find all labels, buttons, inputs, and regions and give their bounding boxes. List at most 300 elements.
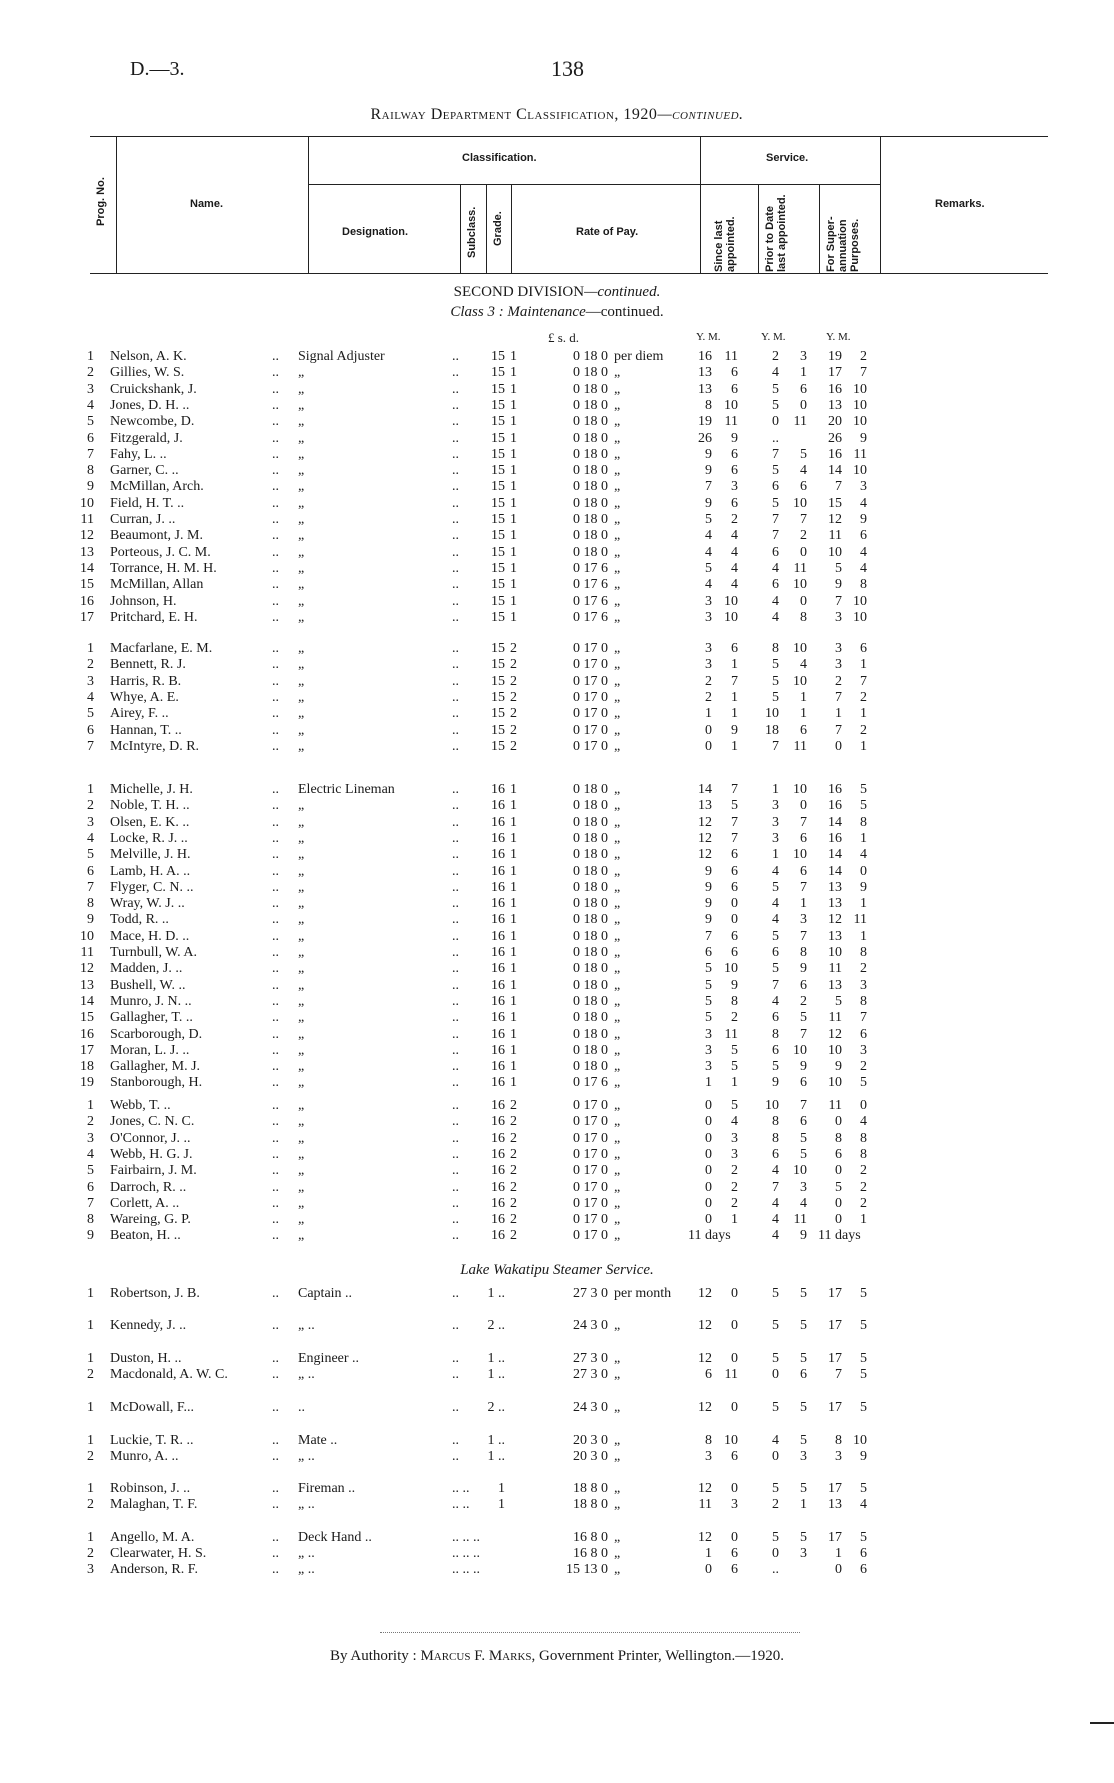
- cell-sub: 16: [491, 847, 505, 862]
- cell-per: „: [614, 1530, 621, 1545]
- cell-gr: 1: [510, 994, 517, 1009]
- cell-d1: ..: [272, 1027, 279, 1042]
- cell-no: 15: [80, 577, 94, 592]
- cell-fm: 3: [860, 1043, 867, 1058]
- cell-sy: 5: [705, 1010, 712, 1025]
- cell-py: 0: [772, 1367, 779, 1382]
- cell-des: „: [298, 1114, 305, 1129]
- cell-fy: 1: [835, 706, 842, 721]
- cell-no: 9: [87, 479, 94, 494]
- cell-no: 3: [87, 382, 94, 397]
- cell-des: „: [298, 945, 305, 960]
- cell-py: 10: [765, 1098, 779, 1113]
- cell-no: 13: [80, 545, 94, 560]
- cell-des: „: [298, 674, 305, 689]
- cell-per: „: [614, 414, 621, 429]
- cell-d2: ..: [452, 929, 459, 944]
- cell-des: „: [298, 1010, 305, 1025]
- cell-py: 8: [772, 1131, 779, 1146]
- cell-sub: 15: [491, 706, 505, 721]
- cell-no: 17: [80, 610, 94, 625]
- cell-pay: 0 17 0: [573, 657, 608, 672]
- cell-name: Malaghan, T. F.: [110, 1497, 198, 1512]
- cell-pm: 6: [800, 864, 807, 879]
- cell-pay: 18 8 0: [573, 1481, 608, 1496]
- cell-gr: 1: [510, 1059, 517, 1074]
- cell-py: 6: [772, 945, 779, 960]
- cell-no: 18: [80, 1059, 94, 1074]
- cell-des: „ ..: [298, 1449, 315, 1464]
- cell-d1: ..: [272, 896, 279, 911]
- cell-sub: 16: [491, 961, 505, 976]
- cell-d1: ..: [272, 641, 279, 656]
- cell-d2: ..: [452, 349, 459, 364]
- cell-sm: 7: [731, 815, 738, 830]
- cell-sub: 15: [491, 674, 505, 689]
- cell-per: „: [614, 1212, 621, 1227]
- cell-sub: 16: [491, 1212, 505, 1227]
- cell-sy: 11: [698, 1497, 712, 1512]
- cell-gr: 1: [510, 365, 517, 380]
- cell-sm: 6: [731, 641, 738, 656]
- cell-fm: 11: [853, 912, 867, 927]
- cell-des: „: [298, 690, 305, 705]
- cell-name: Nelson, A. K.: [110, 349, 187, 364]
- cell-no: 7: [87, 1196, 94, 1211]
- cell-pm: 2: [800, 994, 807, 1009]
- cell-gr: 1: [510, 929, 517, 944]
- cell-fm: 10: [853, 1433, 867, 1448]
- cell-per: „: [614, 610, 621, 625]
- cell-sm: 7: [731, 674, 738, 689]
- cell-sub: 16: [491, 929, 505, 944]
- cell-sy: 0: [705, 1212, 712, 1227]
- cell-sm: 8: [731, 994, 738, 1009]
- cell-des: „: [298, 657, 305, 672]
- cell-pm: 7: [800, 929, 807, 944]
- cell-fy: 0: [835, 739, 842, 754]
- cell-name: Fitzgerald, J.: [110, 431, 183, 446]
- cell-des: Engineer ..: [298, 1351, 360, 1366]
- cell-des: Captain ..: [298, 1286, 353, 1301]
- cell-py: 5: [772, 880, 779, 895]
- cell-fy: 16: [828, 798, 842, 813]
- cell-name: O'Connor, J. ..: [110, 1131, 191, 1146]
- cell-name: Fahy, L. ..: [110, 447, 167, 462]
- cell-sub: 15: [491, 349, 505, 364]
- cell-fm: 2: [860, 1059, 867, 1074]
- cell-gr: 2: [510, 1098, 517, 1113]
- cell-fm: 8: [860, 815, 867, 830]
- cell-sub: 16: [491, 1163, 505, 1178]
- cell-fy: 3: [835, 641, 842, 656]
- table-row: [0, 1481, 1114, 1497]
- cell-fy: 5: [835, 561, 842, 576]
- cell-no: 2: [87, 1546, 94, 1561]
- cell-gr: 1: [510, 1075, 517, 1090]
- cell-py: 7: [772, 739, 779, 754]
- cell-sub: 16: [491, 1114, 505, 1129]
- cell-name: Luckie, T. R. ..: [110, 1433, 194, 1448]
- cell-sub: 16: [491, 1147, 505, 1162]
- cell-sy: 3: [705, 1059, 712, 1074]
- cell-sy: 9: [705, 463, 712, 478]
- cell-per: „: [614, 739, 621, 754]
- cell-d2: ..: [452, 815, 459, 830]
- cell-d1: ..: [272, 994, 279, 1009]
- cell-fy: 0: [835, 1196, 842, 1211]
- table-row: [0, 706, 1114, 722]
- cell-pay: 0 17 0: [573, 674, 608, 689]
- cell-d2: ..: [452, 414, 459, 429]
- cell-no: 16: [80, 1027, 94, 1042]
- cell-des: „: [298, 739, 305, 754]
- cell-sm: 10: [724, 594, 738, 609]
- cell-no: 4: [87, 1147, 94, 1162]
- cell-d2: ..: [452, 1075, 459, 1090]
- lake-heading: [0, 1262, 1114, 1279]
- cell-d1: ..: [272, 447, 279, 462]
- cell-sm: 3: [731, 1147, 738, 1162]
- cell-name: Lamb, H. A. ..: [110, 864, 191, 879]
- cell-des: „: [298, 831, 305, 846]
- header-designation: Designation.: [342, 226, 409, 238]
- table-row: [0, 864, 1114, 880]
- table-row: [0, 365, 1114, 381]
- cell-fy: 12: [828, 512, 842, 527]
- cell-des: „: [298, 479, 305, 494]
- cell-pm: 3: [800, 1180, 807, 1195]
- cell-pm: 1: [800, 365, 807, 380]
- cell-fy: 20: [828, 414, 842, 429]
- cell-py: 5: [772, 496, 779, 511]
- cell-no: 12: [80, 528, 94, 543]
- cell-name: Newcombe, D.: [110, 414, 195, 429]
- cell-name: Airey, F. ..: [110, 706, 169, 721]
- cell-gr: 2: [510, 1228, 517, 1243]
- table-row: [0, 1433, 1114, 1449]
- cell-d1: ..: [272, 1530, 279, 1545]
- cell-fy: 14: [828, 864, 842, 879]
- cell-per: „: [614, 798, 621, 813]
- cell-no: 7: [87, 447, 94, 462]
- cell-d1: ..: [272, 1318, 279, 1333]
- cell-pm: 4: [800, 463, 807, 478]
- cell-d1: ..: [272, 1367, 279, 1382]
- cell-d1: ..: [272, 657, 279, 672]
- cell-pay: 0 17 0: [573, 690, 608, 705]
- cell-sm: 4: [731, 577, 738, 592]
- cell-d2: ..: [452, 1114, 459, 1129]
- cell-d2: ..: [452, 1180, 459, 1195]
- cell-gr: 1: [510, 880, 517, 895]
- cell-d2: ..: [452, 864, 459, 879]
- cell-fy: 11: [828, 1098, 842, 1113]
- cell-sy: 12: [698, 1351, 712, 1366]
- cell-sy: 12: [698, 815, 712, 830]
- cell-sub: 15: [491, 610, 505, 625]
- cell-pm: 3: [800, 1546, 807, 1561]
- cell-py: 4: [772, 896, 779, 911]
- cell-fy: 14: [828, 463, 842, 478]
- cell-fy: 10: [828, 1043, 842, 1058]
- cell-py: 7: [772, 528, 779, 543]
- cell-pay: 0 17 0: [573, 1114, 608, 1129]
- cell-per: „: [614, 463, 621, 478]
- cell-no: 6: [87, 1180, 94, 1195]
- cell-name: Noble, T. H. ..: [110, 798, 190, 813]
- cell-fm: 2: [860, 690, 867, 705]
- cell-no: 7: [87, 880, 94, 895]
- cell-pay: 0 18 0: [573, 496, 608, 511]
- cell-d1: ..: [272, 1449, 279, 1464]
- cell-py: 5: [772, 382, 779, 397]
- cell-fy: 3: [835, 657, 842, 672]
- cell-name: McIntyre, D. R.: [110, 739, 200, 754]
- cell-d2: ..: [452, 496, 459, 511]
- table-row: [0, 1010, 1114, 1026]
- cell-pay: 0 17 0: [573, 723, 608, 738]
- cell-no: 1: [87, 782, 94, 797]
- cell-gr: 1: [510, 847, 517, 862]
- cell-sy: 0: [705, 1098, 712, 1113]
- footer-printer: Marcus F. Marks: [420, 1648, 532, 1664]
- cell-gr: 1: [510, 1027, 517, 1042]
- cell-sy: 0: [705, 1114, 712, 1129]
- cell-des: „: [298, 1147, 305, 1162]
- cell-sub: 16: [491, 864, 505, 879]
- cell-per: „: [614, 978, 621, 993]
- units-super: Y. M.: [826, 331, 851, 343]
- cell-py: 6: [772, 545, 779, 560]
- cell-name: Melville, J. H.: [110, 847, 191, 862]
- cell-pm: 9: [800, 1228, 807, 1243]
- cell-pm: 5: [800, 1433, 807, 1448]
- cell-fm: 6: [860, 1027, 867, 1042]
- cell-name: Johnson, H.: [110, 594, 177, 609]
- cell-d2: .. .. ..: [452, 1546, 480, 1561]
- cell-pm: 1: [800, 690, 807, 705]
- cell-sub: 1 ..: [487, 1449, 505, 1464]
- cell-pm: 3: [800, 912, 807, 927]
- cell-sm: 10: [724, 961, 738, 976]
- cell-des: „: [298, 545, 305, 560]
- cell-no: 17: [80, 1043, 94, 1058]
- cell-no: 1: [87, 641, 94, 656]
- header-rate-of-pay: Rate of Pay.: [576, 226, 639, 238]
- cell-d1: ..: [272, 1562, 279, 1577]
- cell-d2: ..: [452, 912, 459, 927]
- cell-pay: 0 18 0: [573, 961, 608, 976]
- cell-gr: 1: [510, 896, 517, 911]
- cell-pm: 6: [800, 382, 807, 397]
- cell-py: 5: [772, 463, 779, 478]
- cell-fy: 12: [828, 1027, 842, 1042]
- cell-fy: 10: [828, 1075, 842, 1090]
- table-row: [0, 1043, 1114, 1059]
- cell-no: 4: [87, 690, 94, 705]
- cell-sub: 16: [491, 978, 505, 993]
- cell-d2: ..: [452, 545, 459, 560]
- cell-d2: .. ..: [452, 1481, 470, 1496]
- cell-d1: ..: [272, 782, 279, 797]
- class-cont: —continued.: [585, 304, 664, 320]
- cell-sm: 5: [731, 1043, 738, 1058]
- margin-mark: [1090, 1722, 1114, 1724]
- cell-fy: 17: [828, 1318, 842, 1333]
- cell-per: „: [614, 1318, 621, 1333]
- cell-fm: 5: [860, 1367, 867, 1382]
- cell-d1: ..: [272, 945, 279, 960]
- cell-sm: 2: [731, 512, 738, 527]
- cell-name: Pritchard, E. H.: [110, 610, 198, 625]
- cell-pm: 10: [793, 674, 807, 689]
- table-row: [0, 1163, 1114, 1179]
- cell-pay: 0 17 0: [573, 1196, 608, 1211]
- cell-d1: ..: [272, 1163, 279, 1178]
- cell-gr: 2: [510, 641, 517, 656]
- cell-gr: 1: [510, 512, 517, 527]
- cell-fm: 8: [860, 994, 867, 1009]
- cell-sm: 6: [731, 1546, 738, 1561]
- cell-per: „: [614, 1010, 621, 1025]
- cell-des: „: [298, 594, 305, 609]
- cell-py: 1: [772, 847, 779, 862]
- cell-fy: 15: [828, 496, 842, 511]
- cell-py: 5: [772, 1286, 779, 1301]
- cell-fy: 17: [828, 1286, 842, 1301]
- cell-pm: 4: [800, 1196, 807, 1211]
- table-row: [0, 1059, 1114, 1075]
- cell-d1: ..: [272, 706, 279, 721]
- cell-des: „: [298, 1131, 305, 1146]
- cell-no: 4: [87, 831, 94, 846]
- cell-sm: 10: [724, 1433, 738, 1448]
- cell-des: „: [298, 1180, 305, 1195]
- cell-sub: 1: [498, 1497, 505, 1512]
- cell-pm: 10: [793, 1043, 807, 1058]
- cell-per: per month: [614, 1286, 672, 1301]
- cell-sm: 5: [731, 1059, 738, 1074]
- cell-per: „: [614, 1433, 621, 1448]
- cell-sy: 6: [705, 945, 712, 960]
- cell-d1: ..: [272, 847, 279, 862]
- cell-py: 0: [772, 1546, 779, 1561]
- table-row: [0, 782, 1114, 798]
- cell-fy: 13: [828, 1497, 842, 1512]
- cell-sub: 1 ..: [487, 1351, 505, 1366]
- cell-per: „: [614, 723, 621, 738]
- cell-d2: ..: [452, 1400, 459, 1415]
- cell-sm: 0: [731, 1481, 738, 1496]
- cell-des: Mate ..: [298, 1433, 338, 1448]
- cell-d1: ..: [272, 528, 279, 543]
- header-for-super: For Super-annuation Purposes.: [825, 216, 861, 272]
- cell-gr: 1: [510, 382, 517, 397]
- cell-per: „: [614, 1562, 621, 1577]
- cell-per: „: [614, 912, 621, 927]
- cell-pay: 0 18 0: [573, 1027, 608, 1042]
- cell-pm: 5: [800, 1286, 807, 1301]
- cell-pay: 16 8 0: [573, 1546, 608, 1561]
- cell-d1: ..: [272, 815, 279, 830]
- table-row: [0, 1180, 1114, 1196]
- cell-d2: ..: [452, 447, 459, 462]
- cell-sub: 16: [491, 1059, 505, 1074]
- cell-sm: 3: [731, 479, 738, 494]
- cell-pay: 18 8 0: [573, 1497, 608, 1512]
- table-row: [0, 723, 1114, 739]
- cell-sy: 0: [705, 1196, 712, 1211]
- cell-name: Field, H. T. ..: [110, 496, 185, 511]
- header-grade: Grade.: [492, 211, 504, 246]
- cell-sy: 12: [698, 831, 712, 846]
- cell-sy: 4: [705, 577, 712, 592]
- cell-py: 4: [772, 594, 779, 609]
- cell-fm: 6: [860, 641, 867, 656]
- cell-py: 1: [772, 782, 779, 797]
- table-row: [0, 1147, 1114, 1163]
- cell-sub: 16: [491, 782, 505, 797]
- cell-d2: ..: [452, 463, 459, 478]
- cell-d2: ..: [452, 1163, 459, 1178]
- cell-gr: 2: [510, 674, 517, 689]
- cell-pay: 0 18 0: [573, 847, 608, 862]
- cell-d2: ..: [452, 431, 459, 446]
- cell-py: 3: [772, 798, 779, 813]
- table-row: [0, 545, 1114, 561]
- table-row: [0, 1351, 1114, 1367]
- cell-fy: 7: [835, 1367, 842, 1382]
- table-row: [0, 1286, 1114, 1302]
- cell-per: „: [614, 690, 621, 705]
- cell-fy: 13: [828, 978, 842, 993]
- cell-sm: 1: [731, 1075, 738, 1090]
- cell-d2: ..: [452, 798, 459, 813]
- cell-pm: 0: [800, 398, 807, 413]
- cell-pay: 0 18 0: [573, 431, 608, 446]
- cell-sub: 15: [491, 365, 505, 380]
- cell-per: „: [614, 1075, 621, 1090]
- table-row: [0, 496, 1114, 512]
- cell-sm: 0: [731, 912, 738, 927]
- cell-gr: 2: [510, 1131, 517, 1146]
- cell-sy: 2: [705, 690, 712, 705]
- cell-fm: 2: [860, 961, 867, 976]
- cell-fy: 5: [835, 994, 842, 1009]
- cell-d2: ..: [452, 1098, 459, 1113]
- header-subclass: Subclass.: [466, 206, 478, 258]
- table-row: [0, 690, 1114, 706]
- cell-sm: 0: [731, 1400, 738, 1415]
- cell-des: „: [298, 929, 305, 944]
- cell-d2: ..: [452, 1147, 459, 1162]
- cell-pm: 5: [800, 1010, 807, 1025]
- cell-name: Jones, C. N. C.: [110, 1114, 195, 1129]
- cell-fy: 3: [835, 1449, 842, 1464]
- cell-pm: 9: [800, 1059, 807, 1074]
- cell-d2: ..: [452, 674, 459, 689]
- cell-per: „: [614, 896, 621, 911]
- cell-no: 1: [87, 1318, 94, 1333]
- cell-no: 2: [87, 1114, 94, 1129]
- cell-sm: 2: [731, 1180, 738, 1195]
- cell-sy: 9: [705, 912, 712, 927]
- cell-fy: 9: [835, 1059, 842, 1074]
- cell-pay: 0 18 0: [573, 864, 608, 879]
- cell-des: „: [298, 864, 305, 879]
- cell-pay: 16 8 0: [573, 1530, 608, 1545]
